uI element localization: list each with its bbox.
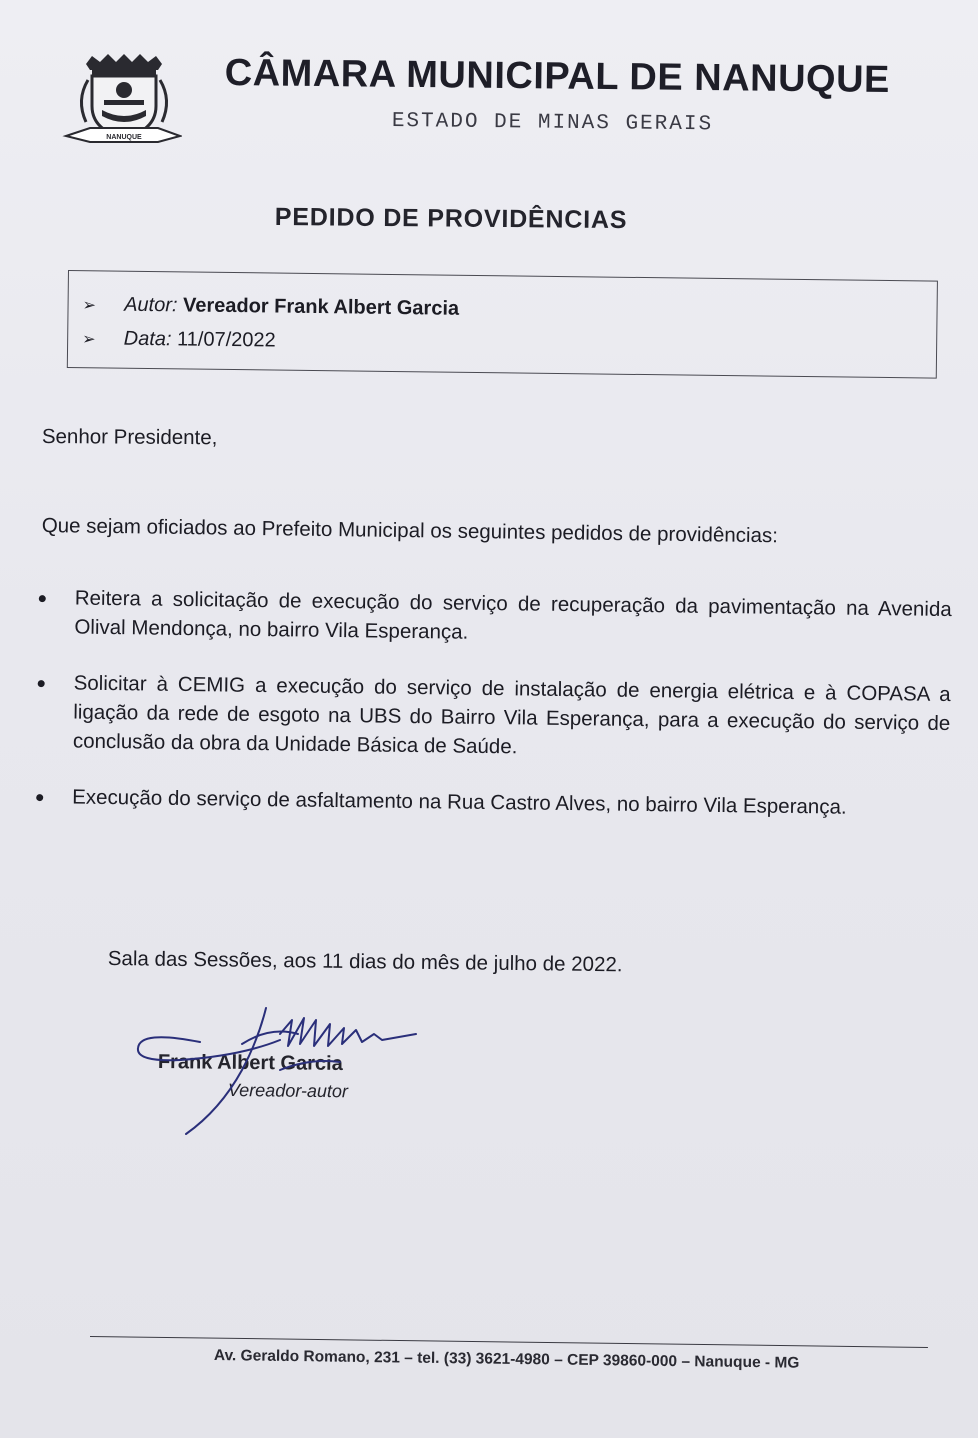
crest-ribbon-text: NANUQUE — [106, 134, 142, 141]
signer-name: Frank Albert Garcia — [157, 1051, 343, 1075]
bullet-icon — [36, 794, 43, 801]
author-label: Autor: — [124, 293, 178, 317]
author-line — [82, 293, 459, 321]
metadata-box — [67, 270, 938, 379]
request-text: Reitera a solicitação de execução do serviço de recuperação da pavimentação na Avenida Olival Mendonça, no bairro Vila Esperança. — [74, 586, 952, 644]
author-value: Vereador Frank Albert Garcia — [182, 294, 460, 320]
state-subtitle: ESTADO DE MINAS GERAIS — [391, 110, 714, 137]
arrow-bullet-icon: ➢ — [82, 331, 96, 349]
date-value: 11/07/2022 — [176, 328, 276, 352]
date-line — [82, 327, 276, 352]
request-text: Execução do serviço de asfaltamento na Rua Castro Alves, no bairro Vila Esperança. — [72, 785, 847, 819]
footer-address: Av. Geraldo Romano, 231 – tel. (33) 3621-4980 – CEP 39860-000 – Nanuque - MG — [213, 1347, 800, 1372]
municipal-crest-icon — [62, 50, 182, 150]
bullet-icon — [38, 680, 45, 687]
list-item — [30, 668, 951, 767]
intro-paragraph: Que sejam oficiados ao Prefeito Municipal os seguintes pedidos de providências: — [41, 513, 779, 548]
document-title: PEDIDO DE PROVIDÊNCIAS — [274, 203, 628, 235]
signer-role: Vereador-autor — [227, 1080, 349, 1102]
list-item — [29, 782, 949, 823]
greeting: Senhor Presidente, — [41, 424, 218, 450]
institution-title: CÂMARA MUNICIPAL DE NANUQUE — [224, 52, 891, 101]
request-text: Solicitar à CEMIG a execução do serviço de instalação de energia elétrica e à COPASA a ligação da rede de esgoto na UBS do Bairro Vila Esperança, para a execução do serviço de conclusão da obra da Unidade Básica de Saúde. — [72, 671, 951, 759]
closing-line: Sala das Sessões, aos 11 dias do mês de julho de 2022. — [107, 946, 623, 977]
bullet-icon — [39, 595, 46, 602]
list-item — [31, 583, 952, 653]
date-label: Data: — [123, 327, 172, 351]
requests-list — [29, 583, 952, 850]
handwritten-signature-icon — [130, 1000, 430, 1140]
arrow-bullet-icon: ➢ — [82, 297, 97, 315]
